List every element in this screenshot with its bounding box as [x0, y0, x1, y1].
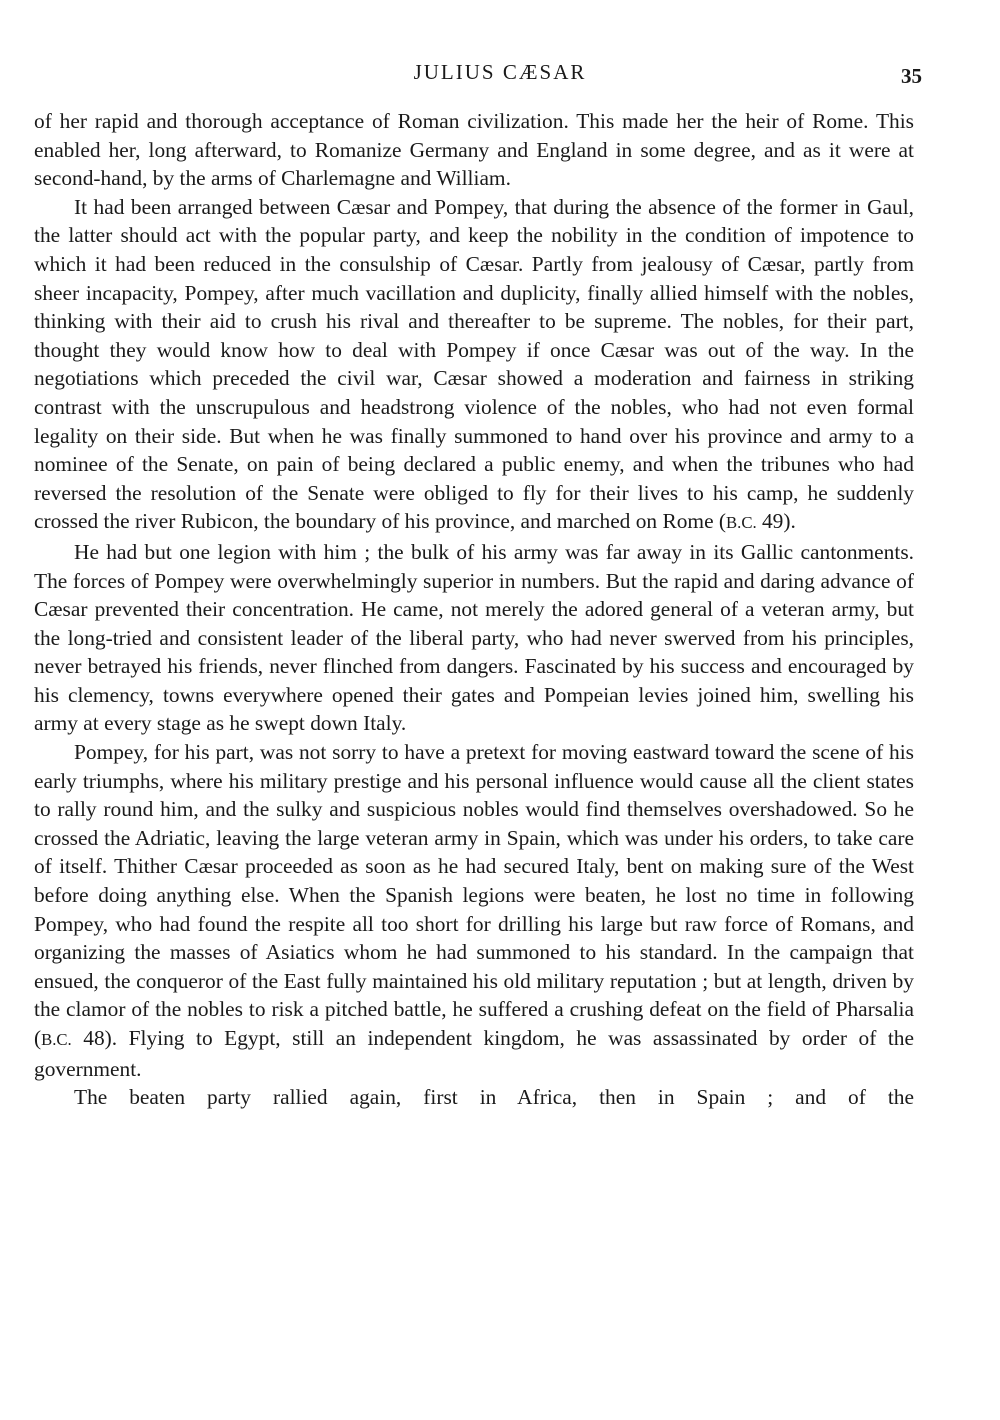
paragraph-text: of her rapid and thorough acceptance of Roman civilization. This made her the heir of Rome. This enabled her, long afterward, to Romanize Germany and England in some degree, and as it were at second-hand, by the arms of Charlemagne and William.: [34, 109, 914, 191]
body-text: [34, 107, 914, 1112]
paragraph-continued: [34, 107, 914, 193]
running-head: JULIUS CÆSAR: [413, 60, 587, 84]
paragraph-africa: [34, 1083, 914, 1112]
paragraph-text: It had been arranged between Cæsar and Pompey, that during the absence of the former in Gaul, the latter should act with the popular party, and keep the nobility in the condition of impotence to which it had been reduced in the consulship of Cæsar. Partly from jealousy of Cæsar, partly from sheer incapacity, Pompey, after much vacillation and duplicity, finally allied himself with the nobles, thinking with their aid to crush his rival and thereafter to be supreme. The nobles, for their part, thought they would know how to deal with Pompey if once Cæsar was out of the way. In the negotiations which preceded the civil war, Cæsar showed a moderation and fairness in striking contrast with the unscrupulous and headstrong violence of the nobles, who had not even formal legality on their side. But when he was finally summoned to hand over his province and army to a nominee of the Senate, on pain of being declared a public enemy, and when the tribunes who had reversed the resolution of the Senate were obliged to fly for their lives to his camp, he suddenly crossed the river Rubicon, the boundary of his province, and marched on Rome (: [34, 194, 914, 534]
page-number: 35: [901, 64, 922, 88]
paragraph-rubicon: [34, 193, 914, 538]
era-abbreviation: B.C.: [41, 1030, 72, 1049]
paragraph-text: Pompey, for his part, was not sorry to have a pretext for moving eastward toward the scene of his early triumphs, where his military prestige and his personal influence would cause all the client states to rally round him, and the sulky and suspicious nobles would find themselves overshadowed. So he crossed the Adriatic, leaving the large veteran army in Spain, which was under his orders, to take care of itself. Thither Cæsar proceeded as soon as he had secured Italy, bent on making sure of the West before doing anything else. When the Spanish legions were beaten, he lost no time in following Pompey, who had found the respite all too short for drilling his large but raw force of Romans, and organizing the masses of Asiatics whom he had summoned to his standard. In the campaign that ensued, the conqueror of the East fully maintained his old military reputation ; but at length, driven by the clamor of the nobles to risk a pitched battle, he suffered a crushing defeat on the field of Pharsalia (: [34, 740, 914, 1050]
paragraph-text: The beaten party rallied again, first in Africa, then in Spain ; and of the: [74, 1085, 914, 1110]
paragraph-text-tail: 49).: [756, 509, 796, 534]
paragraph-text: He had but one legion with him ; the bulk of his army was far away in its Gallic cantonments. The forces of Pompey were overwhelmingly superior in numbers. But the rapid and daring advance of Cæsar prevented their concentration. He came, not merely the adored general of a veteran army, but the long-tried and consistent leader of the liberal party, who had never swerved from his principles, never betrayed his friends, never flinched from dangers. Fascinated by his success and encouraged by his clemency, towns everywhere opened their gates and Pompeian levies joined him, swelling his army at every stage as he swept down Italy.: [34, 539, 914, 736]
paragraph-text-tail: 48). Flying to Egypt, still an independent kingdom, he was assassinated by order of the government.: [34, 1026, 914, 1081]
era-abbreviation: B.C.: [726, 513, 757, 533]
paragraph-pharsalia: [34, 738, 914, 1083]
paragraph-italy: [34, 538, 914, 738]
